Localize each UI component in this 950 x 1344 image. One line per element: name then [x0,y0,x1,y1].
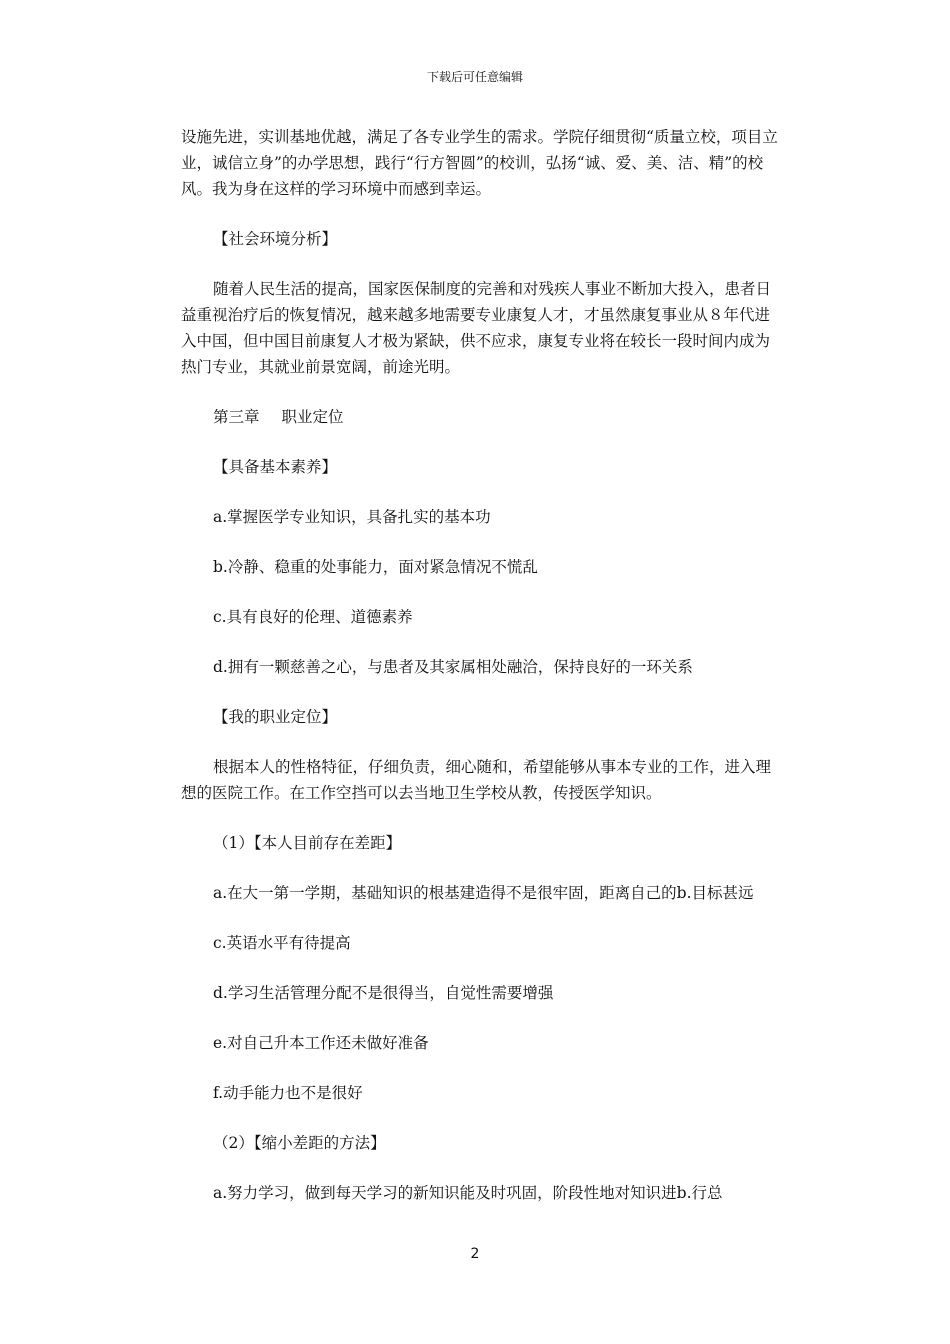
document-body [181,124,781,1230]
paragraph-social-environment: 随着人民生活的提高，国家医保制度的完善和对残疾人事业不断加大投入，患者日益重视治疗后的恢复情况，越来越多地需要专业康复人才，才虽然康复事业从８年代进入中国，但中国目前康复人才极为紧缺，供不应求，康复专业将在较长一段时间内成为热门专业，其就业前景宽阔，前途光明。 [181,280,772,376]
chapter-title: 职业定位 [281,408,344,426]
list-item-quality-c: c.具有良好的伦理、道德素养 [213,608,413,626]
list-item-gap-c: c.英语水平有待提高 [213,934,351,952]
list-item-quality-d: d.拥有一颗慈善之心，与患者及其家属相处融洽，保持良好的一环关系 [213,658,693,676]
page-header: 下载后可任意编辑 [426,70,523,84]
heading-career-position: 【我的职业定位】 [213,708,338,726]
list-item-gap-f: f.动手能力也不是很好 [213,1084,363,1102]
paragraph-career-position: 根据本人的性格特征，仔细负责，细心随和，希望能够从事本专业的工作，进入理想的医院工作。在工作空挡可以去当地卫生学校从教，传授医学知识。 [181,758,772,802]
chapter-number: 第三章 [213,408,260,426]
list-item-quality-b: b.冷静、稳重的处事能力，面对紧急情况不慌乱 [213,558,538,576]
page-number: 2 [470,1246,480,1262]
list-item-quality-a: a.掌握医学专业知识，具备扎实的基本功 [213,508,491,526]
list-item-gap-d: d.学习生活管理分配不是很得当，自觉性需要增强 [213,984,554,1002]
list-item-gap-e: e.对自己升本工作还未做好准备 [213,1034,429,1052]
heading-current-gap: （1）【本人目前存在差距】 [213,834,402,852]
list-item-method-a: a.努力学习，做到每天学习的新知识能及时巩固，阶段性地对知识进b.行总 [213,1184,723,1202]
paragraph-intro: 设施先进，实训基地优越，满足了各专业学生的需求。学院仔细贯彻“质量立校，项目立业，诚信立身”的办学思想，践行“行方智圆”的校训，弘扬“诚、爱、美、洁、精”的校风。我为身在这样的学习环境中而感到幸运。 [181,128,778,198]
heading-narrow-gap-methods: （2）【缩小差距的方法】 [213,1134,386,1152]
heading-social-environment: 【社会环境分析】 [213,230,338,248]
heading-basic-qualities: 【具备基本素养】 [213,458,338,476]
list-item-gap-a: a.在大一第一学期，基础知识的根基建造得不是很牢固，距离自己的b.目标甚远 [213,884,754,902]
chapter-heading [181,404,781,430]
